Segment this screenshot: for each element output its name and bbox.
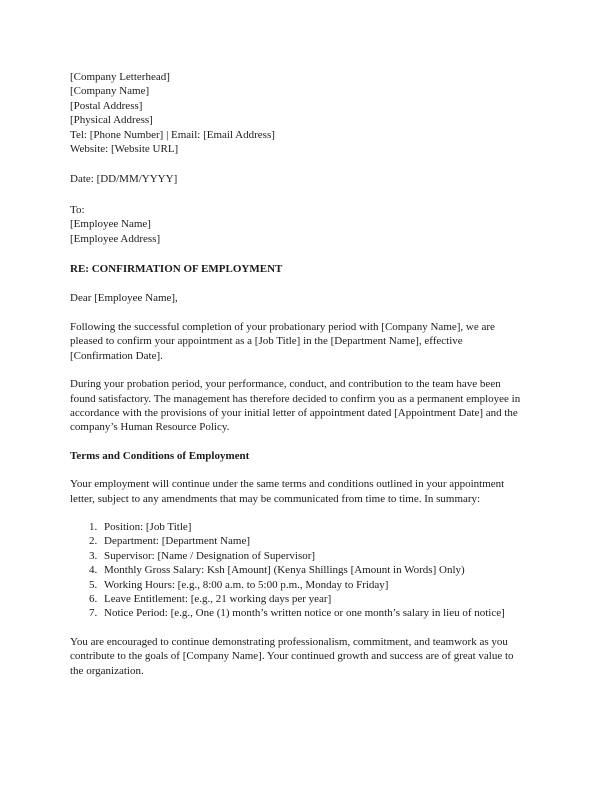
letterhead-line-6: Website: [Website URL] xyxy=(70,143,179,156)
letterhead-line-2: [Company Name] xyxy=(70,85,150,98)
spacer-after-terms-heading xyxy=(70,463,525,477)
date-line: Date: [DD/MM/YYYY] xyxy=(70,173,178,186)
spacer-after-date xyxy=(70,187,525,203)
list-item: 3. Supervisor: [Name / Designation of Supervisor] xyxy=(100,549,525,563)
spacer-after-recipient xyxy=(70,246,525,262)
subject-heading: RE: CONFIRMATION OF EMPLOYMENT xyxy=(70,263,283,276)
spacer-after-salutation xyxy=(70,306,525,320)
list-item: 5. Working Hours: [e.g., 8:00 a.m. to 5:00 p.m., Monday to Friday] xyxy=(100,578,525,592)
paragraph-3: Your employment will continue under the same terms and conditions outlined in your appointment letter, subject to any amendments that may be communicated from time to time. In summary: xyxy=(70,478,505,505)
letterhead-line-3: [Postal Address] xyxy=(70,99,143,112)
paragraph-1: Following the successful completion of your probationary period with [Company Name], we are pleased to confirm your appointment as a [Job Title] in the [Department Name], effective [Confirmation Date]. xyxy=(70,320,495,362)
recipient-label: To: xyxy=(70,203,85,216)
letterhead-line-5: Tel: [Phone Number] | Email: [Email Address] xyxy=(70,128,275,141)
list-item: 2. Department: [Department Name] xyxy=(100,534,525,548)
recipient-block xyxy=(70,203,525,246)
spacer-before-terms-list xyxy=(70,506,525,520)
spacer-after-paragraph-2 xyxy=(70,435,525,449)
document-body xyxy=(70,70,525,678)
terms-heading: Terms and Conditions of Employment xyxy=(70,449,250,462)
salutation: Dear [Employee Name], xyxy=(70,292,178,305)
spacer-after-letterhead xyxy=(70,156,525,172)
recipient-address: [Employee Address] xyxy=(70,232,161,245)
list-item: 7. Notice Period: [e.g., One (1) month’s written notice or one month’s salary in lieu of notice] xyxy=(100,606,525,620)
list-item: 6. Leave Entitlement: [e.g., 21 working days per year] xyxy=(100,592,525,606)
recipient-name: [Employee Name] xyxy=(70,218,151,231)
list-item: 4. Monthly Gross Salary: Ksh [Amount] (Kenya Shillings [Amount in Words] Only) xyxy=(100,563,525,577)
spacer-after-paragraph-1 xyxy=(70,363,525,377)
paragraph-4: You are encouraged to continue demonstrating professionalism, commitment, and teamwork as you contribute to the goals of [Company Name]. Your continued growth and success are of great value to the organization. xyxy=(70,635,514,677)
paragraph-2: During your probation period, your performance, conduct, and contribution to the team have been found satisfactory. The management has therefore decided to confirm you as a permanent employee in accordance with the provisions of your initial letter of appointment dated [Appointment Date] and the company’s Human Resource Policy. xyxy=(70,378,521,434)
spacer-after-subject xyxy=(70,276,525,291)
letterhead-block xyxy=(70,70,525,156)
letterhead-line-1: [Company Letterhead] xyxy=(70,71,170,83)
terms-list xyxy=(70,520,525,621)
letterhead-line-4: [Physical Address] xyxy=(70,114,153,127)
spacer-after-terms-list xyxy=(70,621,525,635)
list-item: 1. Position: [Job Title] xyxy=(100,520,525,534)
